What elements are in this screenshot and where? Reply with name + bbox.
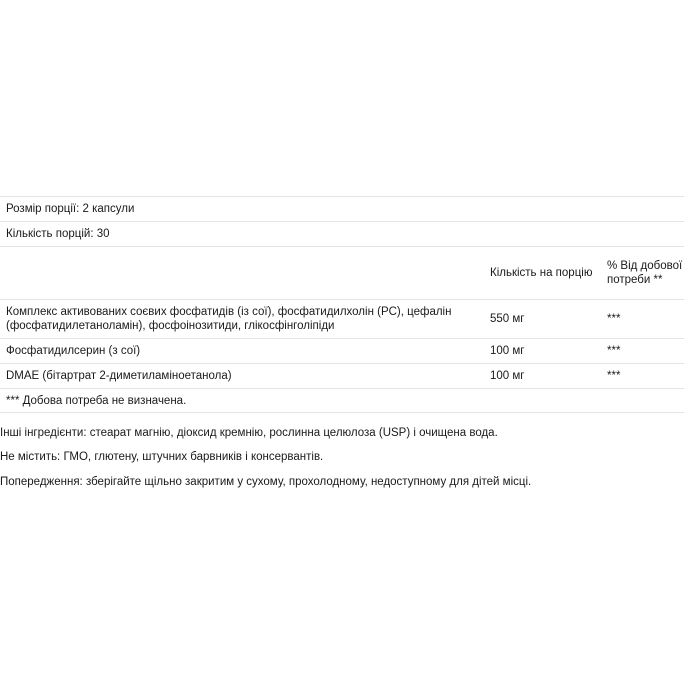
servings-count: Кількість порцій: 30: [6, 228, 110, 240]
ingredient-name: Комплекс активованих соєвих фосфатидів (із сої), фосфатидилхолін (PC), цефалін (фосфатидилетаноламін), фосфоінозитиди, глікосфінголіпіди: [6, 306, 452, 332]
table-row: [0, 299, 684, 338]
ingredient-daily-value: ***: [607, 345, 621, 357]
ingredient-daily-value: ***: [607, 313, 621, 325]
other-ingredients: Інші інгредієнти: стеарат магнію, діоксид кремнію, рослинна целюлоза (USP) і очищена вода.: [0, 427, 498, 439]
ingredient-amount: 100 мг: [490, 370, 525, 382]
ingredient-amount: 550 мг: [490, 313, 525, 325]
warning-text: Попередження: зберігайте щільно закритим у сухому, прохолодному, недоступному для дітей місці.: [0, 476, 532, 488]
does-not-contain: Не містить: ГМО, глютену, штучних барвників і консервантів.: [0, 451, 324, 463]
table-row: [0, 363, 684, 388]
serving-size: Розмір порції: 2 капсули: [6, 203, 135, 215]
ingredient-daily-value: ***: [607, 370, 621, 382]
ingredient-amount: 100 мг: [490, 345, 525, 357]
daily-value-column-header: % Від добової потреби **: [607, 260, 683, 286]
amount-column-header: Кількість на порцію: [490, 267, 593, 279]
serving-size-row: [0, 196, 684, 221]
table-row: [0, 338, 684, 363]
table-header-row: [0, 246, 684, 299]
supplement-facts-panel: [0, 196, 684, 413]
ingredient-name: DMAE (бітартрат 2-диметиламіноетанола): [6, 370, 232, 382]
footnote-row: [0, 388, 684, 413]
footnote: *** Добова потреба не визначена.: [6, 394, 187, 407]
ingredient-name: Фосфатидилсерин (з сої): [6, 345, 141, 357]
servings-count-row: [0, 221, 684, 246]
